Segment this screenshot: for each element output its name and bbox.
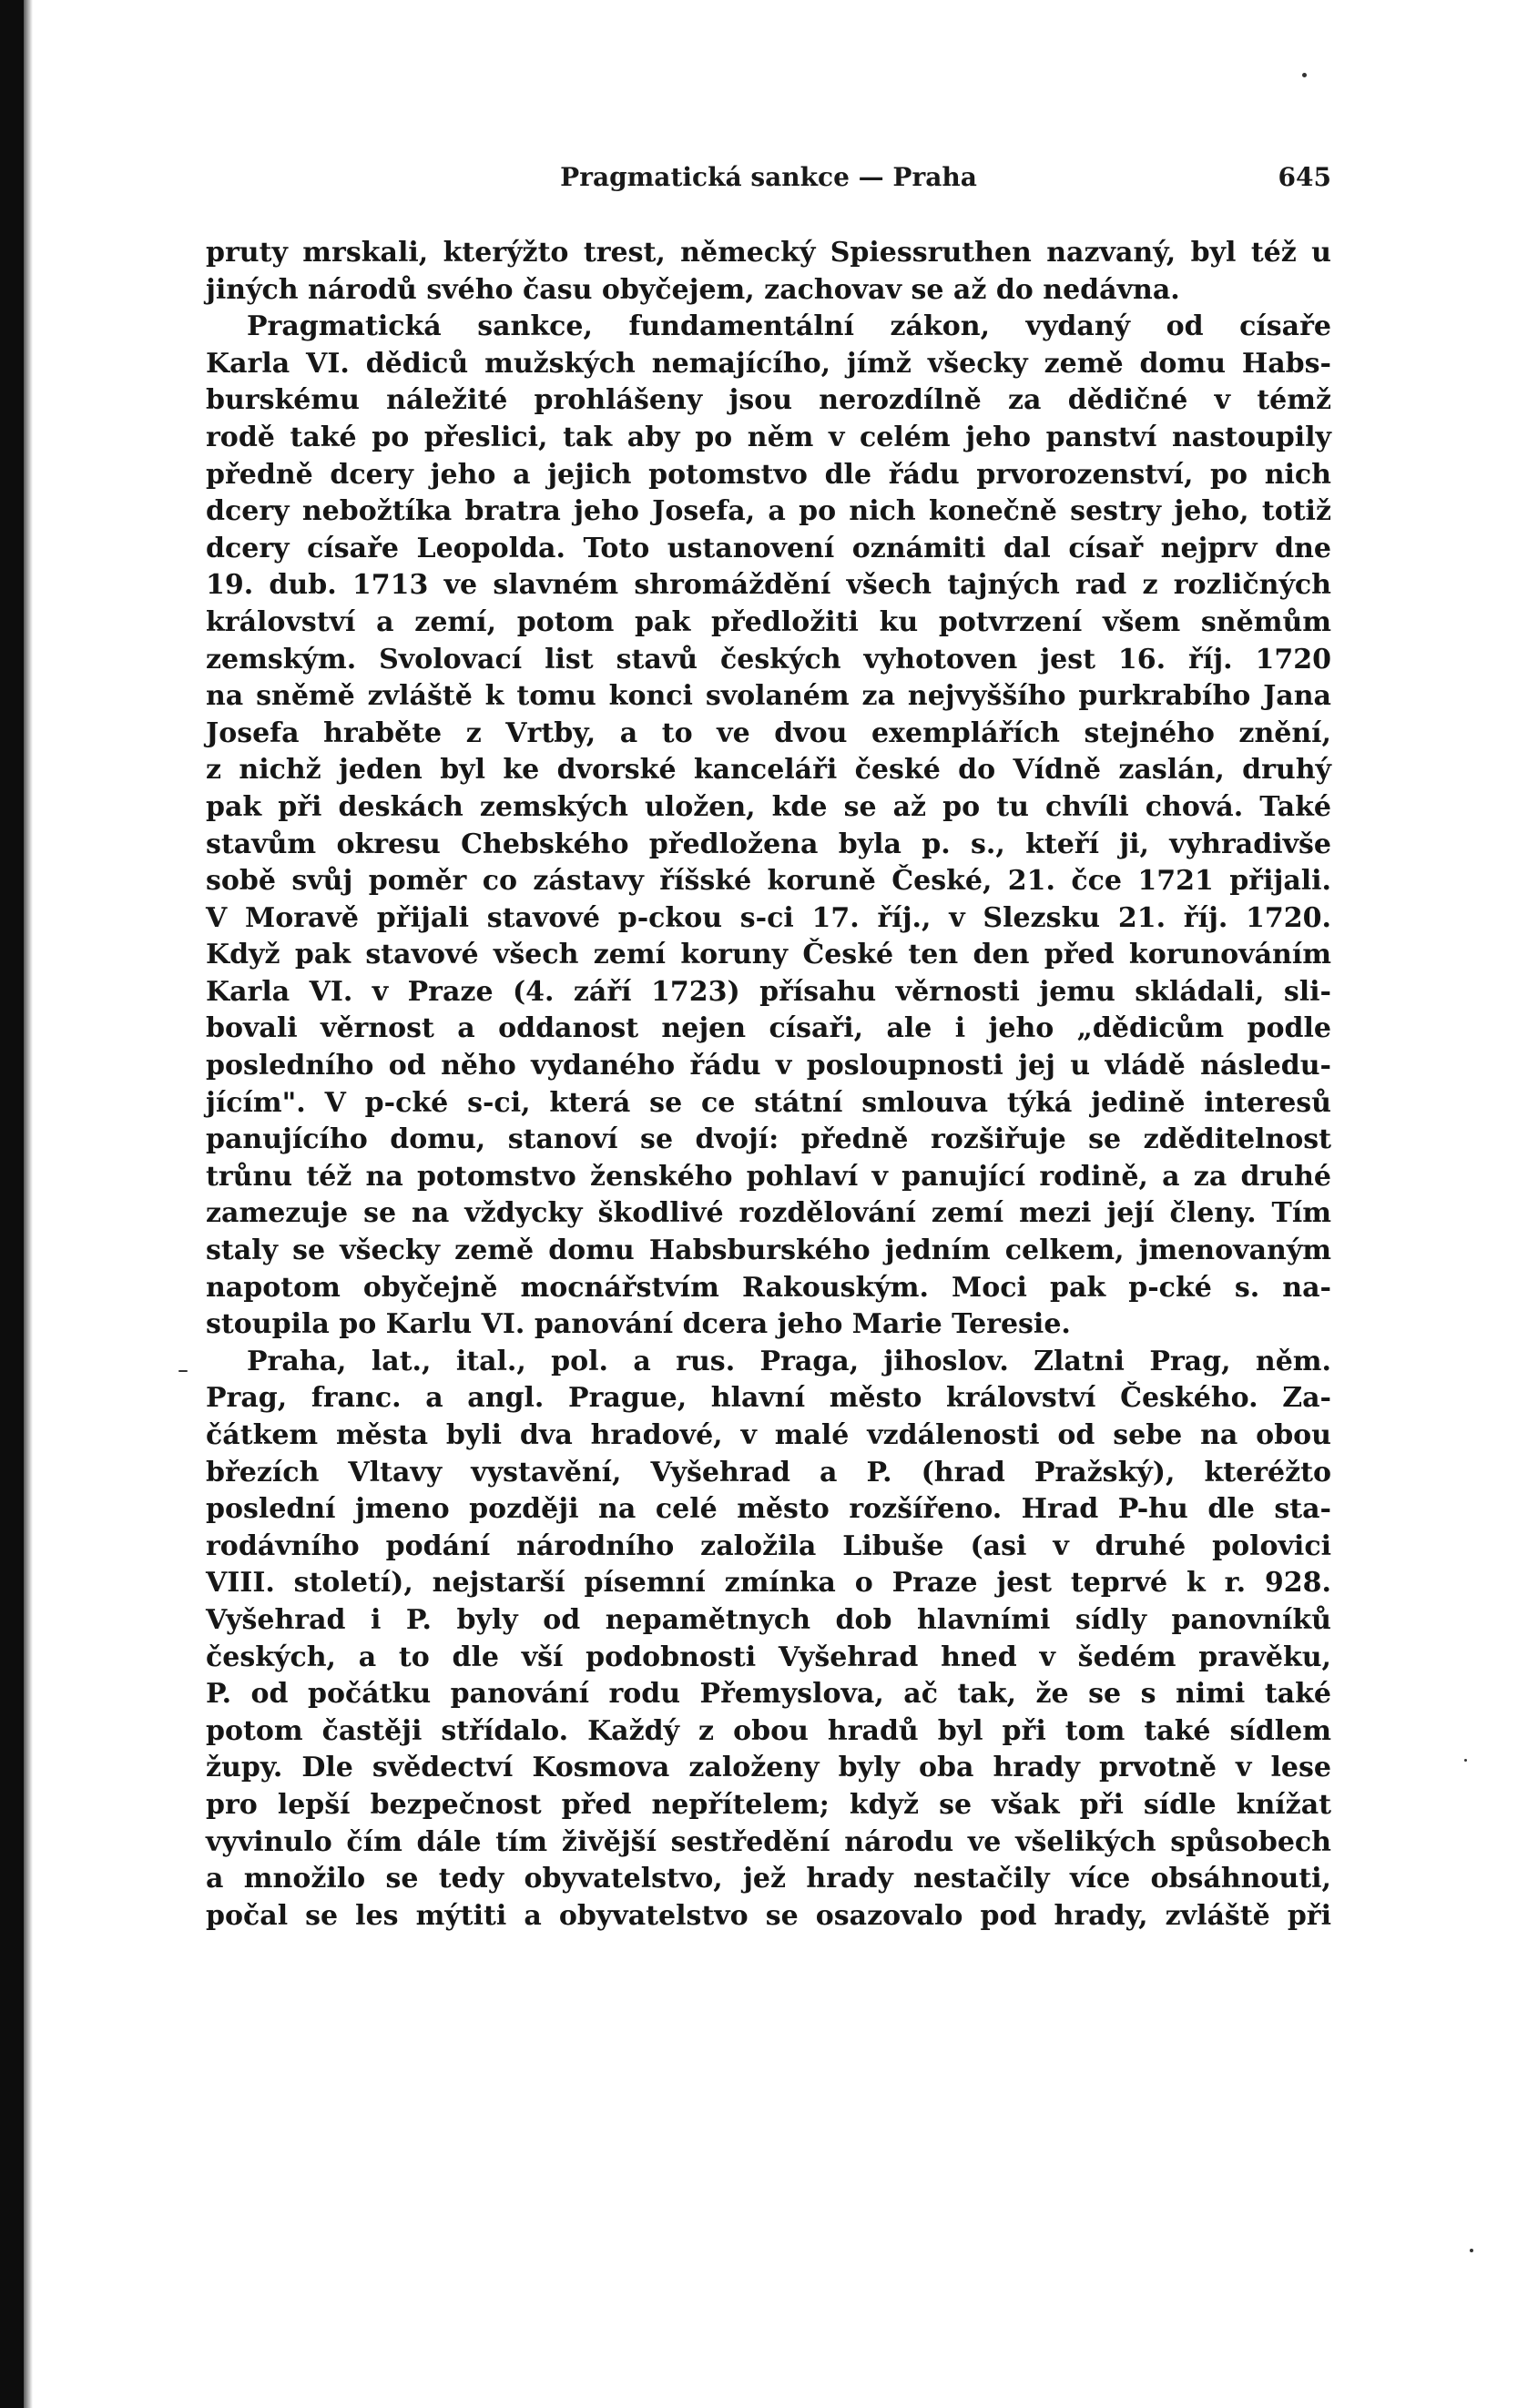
text-line: poslední jmeno později na celé město rozšířeno. Hrad P-hu dle sta- <box>206 1493 1331 1526</box>
text-line: staly se všecky země domu Habsburského jedním celkem, jmenovaným <box>206 1234 1331 1267</box>
scan-edge <box>0 0 24 2408</box>
text-line: panujícího domu, stanoví se dvojí: předně rozšiřuje se zděditelnost <box>206 1123 1331 1156</box>
entry-heading-line: Pragmatická sankce, fundamentální zákon, vydaný od císaře <box>247 310 1331 343</box>
text-line: bovali věrnost a oddanost nejen císaři, ale i jeho „dědicům podle <box>206 1012 1331 1045</box>
paragraph-pragmaticka-sankce <box>206 309 1331 1344</box>
text-line: zemským. Svolovací list stavů českých vyhotoven jest 16. říj. 1720 <box>206 643 1331 676</box>
text-line: počal se les mýtiti a obyvatelstvo se osazovalo pod hrady, zvláště při <box>206 1899 1331 1932</box>
text-line: na sněmě zvláště k tomu konci svolaném za nejvyššího purkrabího Jana <box>206 680 1331 713</box>
text-line: VIII. století), nejstarší písemní zmínka o Praze jest teprvé k r. 928. <box>206 1567 1331 1600</box>
text-block <box>206 235 1331 2174</box>
text-line: vyvinulo čím dále tím živější sestředění národu ve všelikých spůsobech <box>206 1825 1331 1858</box>
paragraph-spiessruthen <box>206 235 1331 309</box>
paragraph-praha <box>206 1344 1331 1936</box>
text-line: Prag, franc. a angl. Prague, hlavní město království Českého. Za- <box>206 1382 1331 1415</box>
text-line: P. od počátku panování rodu Přemyslova, ač tak, že se s nimi také <box>206 1678 1331 1711</box>
text-line: rodávního podání národního založila Libuše (asi v druhé polovici <box>206 1529 1331 1562</box>
text-line: 19. dub. 1713 ve slavném shromáždění všech tajných rad z rozličných <box>206 569 1331 602</box>
text-line: Vyšehrad i P. byly od nepamětnych dob hlavními sídly panovníků <box>206 1603 1331 1636</box>
text-line: dcery císaře Leopolda. Toto ustanovení oznámiti dal císař nejprv dne <box>206 532 1331 564</box>
text-line: burskému náležité prohlášeny jsou nerozdílně za dědičné v témž <box>206 384 1331 417</box>
text-line: posledního od něho vydaného řádu v posloupnosti jej u vládě následu- <box>206 1050 1331 1082</box>
entry-heading-line: Praha, lat., ital., pol. a rus. Praga, jihoslov. Zlatni Prag, něm. <box>247 1345 1331 1377</box>
running-head <box>206 157 1331 200</box>
text-line: jiných národů svého času obyčejem, zachovav se až do nedávna. <box>206 273 1180 306</box>
text-line: trůnu též na potomstvo ženského pohlaví v panující rodině, a za druhé <box>206 1160 1331 1193</box>
text-line: rodě také po přeslici, tak aby po něm v celém jeho panství nastoupily <box>206 421 1331 453</box>
scan-speck <box>1464 1759 1467 1762</box>
text-line: župy. Dle svědectví Kosmova založeny byly oba hrady prvotně v lese <box>206 1752 1331 1784</box>
scan-speck <box>1302 73 1307 77</box>
scan-edge-shadow <box>24 0 33 2408</box>
text-line: Josefa hraběte z Vrtby, a to ve dvou exemplářích stejného znění, <box>206 716 1331 749</box>
text-line: březích Vltavy vystavění, Vyšehrad a P. (hrad Pražský), kteréžto <box>206 1456 1331 1488</box>
running-title: Pragmatická sankce — Praha <box>560 162 977 192</box>
text-line: pro lepší bezpečnost před nepřítelem; když se však při sídle knížat <box>206 1788 1331 1821</box>
text-line: V Moravě přijali stavové p-ckou s-ci 17. říj., v Slezsku 21. říj. 1720. <box>206 901 1331 934</box>
text-line: předně dcery jeho a jejich potomstvo dle řádu prvorozenství, po nich <box>206 458 1331 491</box>
text-line: sobě svůj poměr co zástavy říšské koruně České, 21. čce 1721 přijali. <box>206 865 1331 898</box>
text-line: zamezuje se na vždycky škodlivé rozdělování zemí mezi její členy. Tím <box>206 1197 1331 1230</box>
text-line: dcery nebožtíka bratra jeho Josefa, a po nich konečně sestry jeho, totiž <box>206 495 1331 528</box>
text-line: Karla VI. dědiců mužských nemajícího, jímž všecky země domu Habs- <box>206 347 1331 380</box>
scan-speck <box>1470 2249 1473 2252</box>
text-line: jícím". V p-cké s-ci, která se ce státní smlouva týká jedině interesů <box>206 1086 1331 1119</box>
text-line: čátkem města byli dva hradové, v malé vzdálenosti od sebe na obou <box>206 1419 1331 1451</box>
text-line: pak při deskách zemských uložen, kde se až po tu chvíli chová. Také <box>206 790 1331 823</box>
text-line: z nichž jeden byl ke dvorské kanceláři české do Vídně zaslán, druhý <box>206 754 1331 787</box>
text-line: stavům okresu Chebského předložena byla p. s., kteří ji, vyhradivše <box>206 828 1331 860</box>
text-line: napotom obyčejně mocnářstvím Rakouským. Moci pak p-cké s. na- <box>206 1271 1331 1304</box>
text-line: stoupila po Karlu VI. panování dcera jeho Marie Teresie. <box>206 1308 1071 1341</box>
text-line: království a zemí, potom pak předložiti ku potvrzení všem sněmům <box>206 605 1331 638</box>
text-line: Karla VI. v Praze (4. září 1723) přísahu věrnosti jemu skládali, sli- <box>206 975 1331 1008</box>
text-line: a množilo se tedy obyvatelstvo, jež hrady nestačily více obsáhnouti, <box>206 1863 1331 1895</box>
text-line: pruty mrskali, kterýžto trest, německý Spiessruthen nazvaný, byl též u <box>206 237 1331 269</box>
scan-speck <box>178 1370 188 1372</box>
text-line: Když pak stavové všech zemí koruny České ten den před korunováním <box>206 939 1331 971</box>
text-line: potom častěji střídalo. Každý z obou hradů byl při tom také sídlem <box>206 1714 1331 1747</box>
page-number: 645 <box>1278 162 1331 192</box>
text-line: českých, a to dle vší podobnosti Vyšehrad hned v šedém pravěku, <box>206 1641 1331 1673</box>
